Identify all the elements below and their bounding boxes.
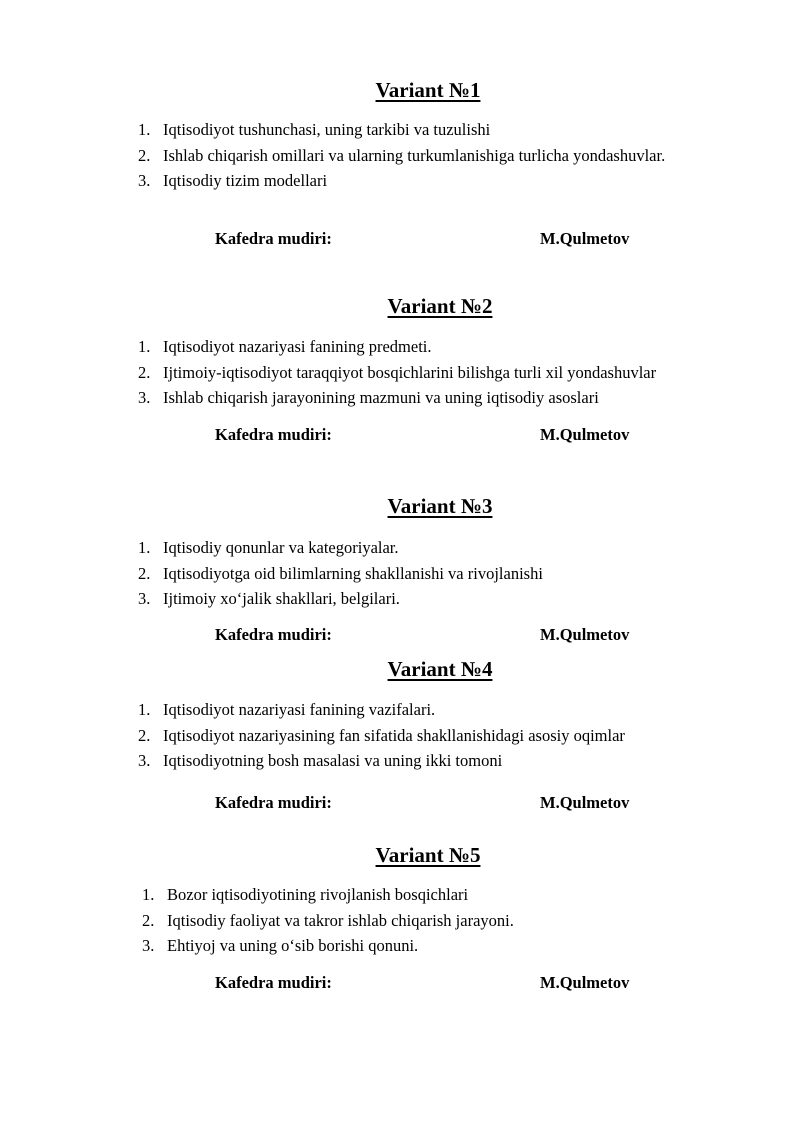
question-text: Iqtisodiyotga oid bilimlarning shakllanishi va rivojlanishi <box>163 563 543 583</box>
list-item <box>142 933 514 959</box>
question-text: Iqtisodiyotning bosh masalasi va uning ikki tomoni <box>163 751 503 770</box>
question-text: Ishlab chiqarish jarayonining mazmuni va uning iqtisodiy asoslari <box>163 388 599 407</box>
question-number: 3. <box>138 388 151 407</box>
list-item <box>138 535 543 561</box>
list-item <box>138 143 665 169</box>
question-text: Iqtisodiyot nazariyasi fanining predmeti. <box>163 337 432 356</box>
list-item <box>138 697 625 723</box>
signature-label: Kafedra mudiri: <box>215 229 332 248</box>
list-item <box>138 385 656 411</box>
question-number: 1. <box>142 885 155 904</box>
list-item <box>138 360 656 386</box>
question-number: 2. <box>138 145 151 165</box>
signature-name: M.Qulmetov <box>540 973 630 992</box>
question-text: Iqtisodiy tizim modellari <box>163 171 328 190</box>
signature-label: Kafedra mudiri: <box>215 425 332 444</box>
variant-1-title: Variant №1 <box>375 78 481 102</box>
question-number: 2. <box>138 725 151 745</box>
question-text: Iqtisodiy qonunlar va kategoriyalar. <box>163 538 399 557</box>
variant-1-question-list <box>138 117 665 194</box>
variant-3-question-list <box>138 535 543 612</box>
signature-name: M.Qulmetov <box>540 625 630 644</box>
question-number: 2. <box>138 563 151 583</box>
list-item <box>138 334 656 360</box>
question-text: Iqtisodiyot nazariyasining fan sifatida shakllanishidagi asosiy oqimlar <box>163 725 625 745</box>
list-item <box>138 586 543 612</box>
variant-2-title: Variant №2 <box>387 294 493 318</box>
question-number: 1. <box>138 538 151 557</box>
question-number: 2. <box>138 362 151 382</box>
variant-5-title: Variant №5 <box>375 843 481 867</box>
variant-2-question-list <box>138 334 656 411</box>
list-item <box>138 561 543 587</box>
question-number: 1. <box>138 120 151 139</box>
variant-5-question-list <box>142 882 514 959</box>
question-text: Ijtimoiy-iqtisodiyot taraqqiyot bosqichlarini bilishga turli xil yondashuvlar <box>163 362 657 382</box>
question-number: 1. <box>138 337 151 356</box>
signature-label: Kafedra mudiri: <box>215 973 332 992</box>
question-number: 3. <box>138 589 151 608</box>
list-item <box>138 168 665 194</box>
variant-3-title: Variant №3 <box>387 494 493 518</box>
signature-name: M.Qulmetov <box>540 425 630 444</box>
question-number: 1. <box>138 700 151 719</box>
question-text: Ehtiyoj va uning o‘sib borishi qonuni. <box>167 936 419 955</box>
question-text: Ishlab chiqarish omillari va ularning turkumlanishiga turlicha yondashuvlar. <box>163 145 666 165</box>
signature-label: Kafedra mudiri: <box>215 793 332 812</box>
list-item <box>138 117 665 143</box>
question-number: 2. <box>142 910 155 930</box>
list-item <box>142 882 514 908</box>
signature-name: M.Qulmetov <box>540 229 630 248</box>
question-number: 3. <box>138 751 151 770</box>
question-number: 3. <box>138 171 151 190</box>
signature-label: Kafedra mudiri: <box>215 625 332 644</box>
question-text: Iqtisodiyot tushunchasi, uning tarkibi va tuzulishi <box>163 120 491 139</box>
question-text: Iqtisodiy faoliyat va takror ishlab chiqarish jarayoni. <box>167 910 514 930</box>
variant-4-title: Variant №4 <box>387 657 493 681</box>
question-text: Bozor iqtisodiyotining rivojlanish bosqichlari <box>167 885 469 904</box>
question-text: Iqtisodiyot nazariyasi fanining vazifalari. <box>163 700 436 719</box>
list-item <box>138 723 625 749</box>
list-item <box>138 748 625 774</box>
variant-4-question-list <box>138 697 625 774</box>
question-text: Ijtimoiy xo‘jalik shakllari, belgilari. <box>163 589 400 608</box>
list-item <box>142 908 514 934</box>
question-number: 3. <box>142 936 155 955</box>
signature-name: M.Qulmetov <box>540 793 630 812</box>
